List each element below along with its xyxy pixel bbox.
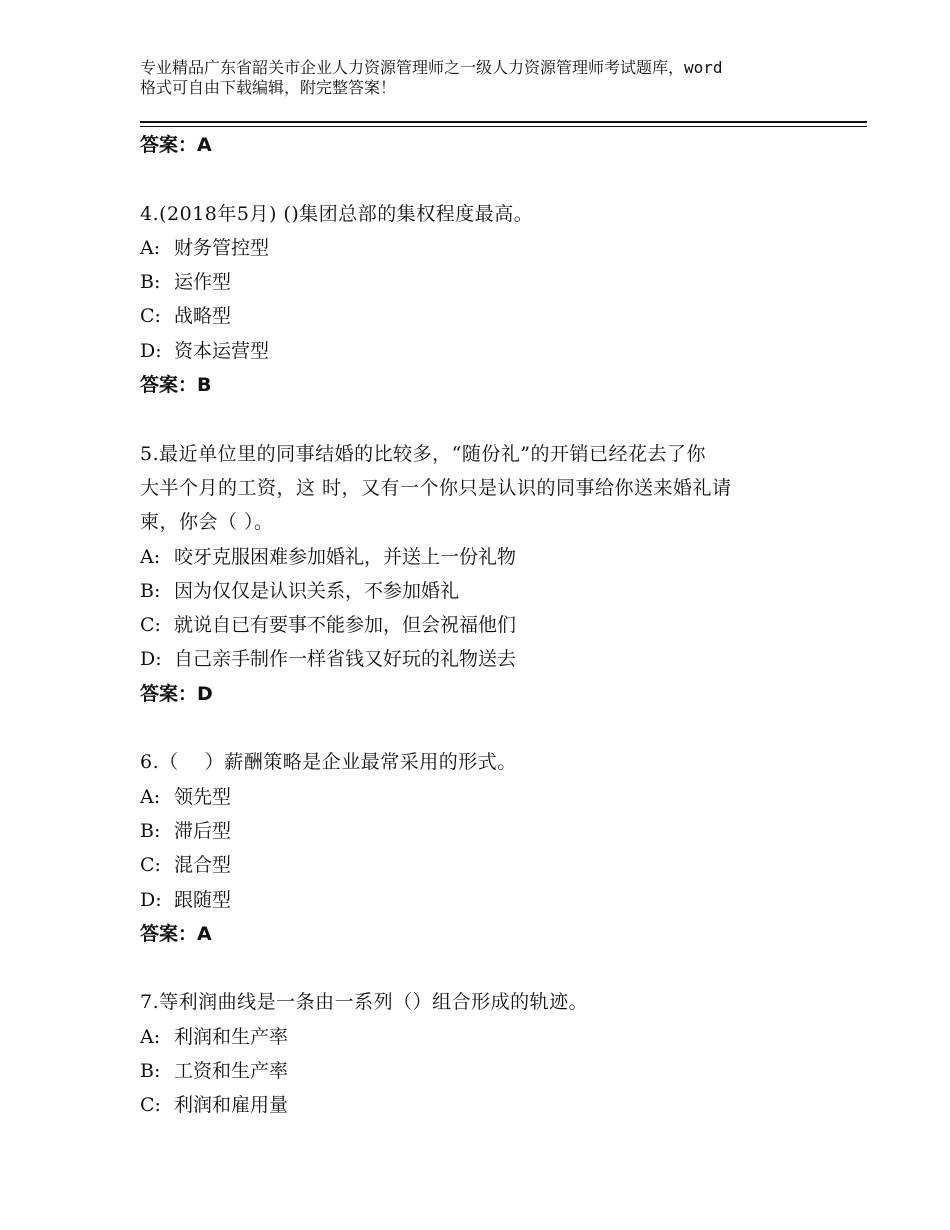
option-key: B: bbox=[140, 1060, 161, 1083]
option-a bbox=[140, 540, 860, 574]
question-stem: 4.(2018年5月) ()集团总部的集权程度最高。 bbox=[140, 202, 534, 225]
header-rule-thin bbox=[140, 126, 867, 127]
option-key: C: bbox=[140, 1094, 161, 1117]
option-c bbox=[140, 608, 860, 642]
spacer bbox=[140, 711, 860, 745]
option-text: 战略型 bbox=[174, 305, 232, 328]
option-key: B: bbox=[140, 819, 161, 842]
question-block bbox=[140, 985, 860, 1122]
option-text: 咬牙克服困难参加婚礼，并送上一份礼物 bbox=[174, 545, 517, 568]
option-text: 工资和生产率 bbox=[174, 1060, 289, 1083]
option-key: C: bbox=[140, 614, 161, 637]
option-c bbox=[140, 1088, 860, 1122]
question-stem: 7.等利润曲线是一条由一系列（）组合形成的轨迹。 bbox=[140, 991, 589, 1014]
answer-line: 答案：A bbox=[140, 922, 212, 945]
option-text: 自己亲手制作一样省钱又好玩的礼物送去 bbox=[174, 648, 517, 671]
option-text: 利润和雇用量 bbox=[174, 1094, 289, 1117]
option-key: A: bbox=[140, 236, 161, 259]
option-b bbox=[140, 1054, 860, 1088]
question-stem: 大半个月的工资，这 时，又有一个你只是认识的同事给你送来婚礼请 bbox=[140, 476, 732, 499]
question-stem: 5.最近单位里的同事结婚的比较多，“随份礼”的开销已经花去了你 bbox=[140, 442, 707, 465]
option-key: D: bbox=[140, 888, 162, 911]
question-stem: 6.（ ）薪酬策略是企业最常采用的形式。 bbox=[140, 751, 517, 774]
option-text: 资本运营型 bbox=[174, 339, 270, 362]
option-key: A: bbox=[140, 1025, 161, 1048]
option-key: D: bbox=[140, 648, 162, 671]
option-c bbox=[140, 848, 860, 882]
option-a bbox=[140, 780, 860, 814]
header-line-1: 专业精品广东省韶关市企业人力资源管理师之一级人力资源管理师考试题库，word bbox=[140, 58, 723, 77]
question-block bbox=[140, 745, 860, 951]
answer-line: 答案：D bbox=[140, 682, 213, 705]
option-text: 因为仅仅是认识关系，不参加婚礼 bbox=[174, 579, 460, 602]
option-d bbox=[140, 642, 860, 676]
option-key: A: bbox=[140, 545, 161, 568]
option-text: 就说自已有要事不能参加，但会祝福他们 bbox=[174, 614, 517, 637]
question-block bbox=[140, 437, 860, 711]
option-text: 财务管控型 bbox=[174, 236, 270, 259]
option-text: 利润和生产率 bbox=[174, 1025, 289, 1048]
spacer bbox=[140, 951, 860, 985]
header-rule-thick bbox=[140, 121, 867, 123]
question-block bbox=[140, 197, 860, 403]
option-key: C: bbox=[140, 854, 161, 877]
option-text: 滞后型 bbox=[174, 819, 232, 842]
option-key: B: bbox=[140, 579, 161, 602]
header-line-2: 格式可自由下载编辑，附完整答案！ bbox=[140, 78, 397, 97]
option-text: 混合型 bbox=[174, 854, 232, 877]
option-text: 领先型 bbox=[174, 785, 232, 808]
option-b bbox=[140, 265, 860, 299]
answer-line: 答案：B bbox=[140, 374, 212, 397]
option-a bbox=[140, 1020, 860, 1054]
spacer bbox=[140, 402, 860, 436]
option-d bbox=[140, 334, 860, 368]
option-text: 运作型 bbox=[174, 271, 232, 294]
option-b bbox=[140, 574, 860, 608]
page-header bbox=[140, 58, 840, 98]
option-d bbox=[140, 883, 860, 917]
option-b bbox=[140, 814, 860, 848]
option-text: 跟随型 bbox=[174, 888, 232, 911]
question-list bbox=[140, 128, 860, 1123]
answer-line: 答案：A bbox=[140, 134, 212, 156]
option-key: A: bbox=[140, 785, 161, 808]
option-key: D: bbox=[140, 339, 162, 362]
spacer bbox=[140, 162, 860, 196]
option-key: B: bbox=[140, 271, 161, 294]
question-stem: 柬，你会（ ）。 bbox=[140, 511, 274, 534]
option-c bbox=[140, 299, 860, 333]
option-a bbox=[140, 231, 860, 265]
option-key: C: bbox=[140, 305, 161, 328]
